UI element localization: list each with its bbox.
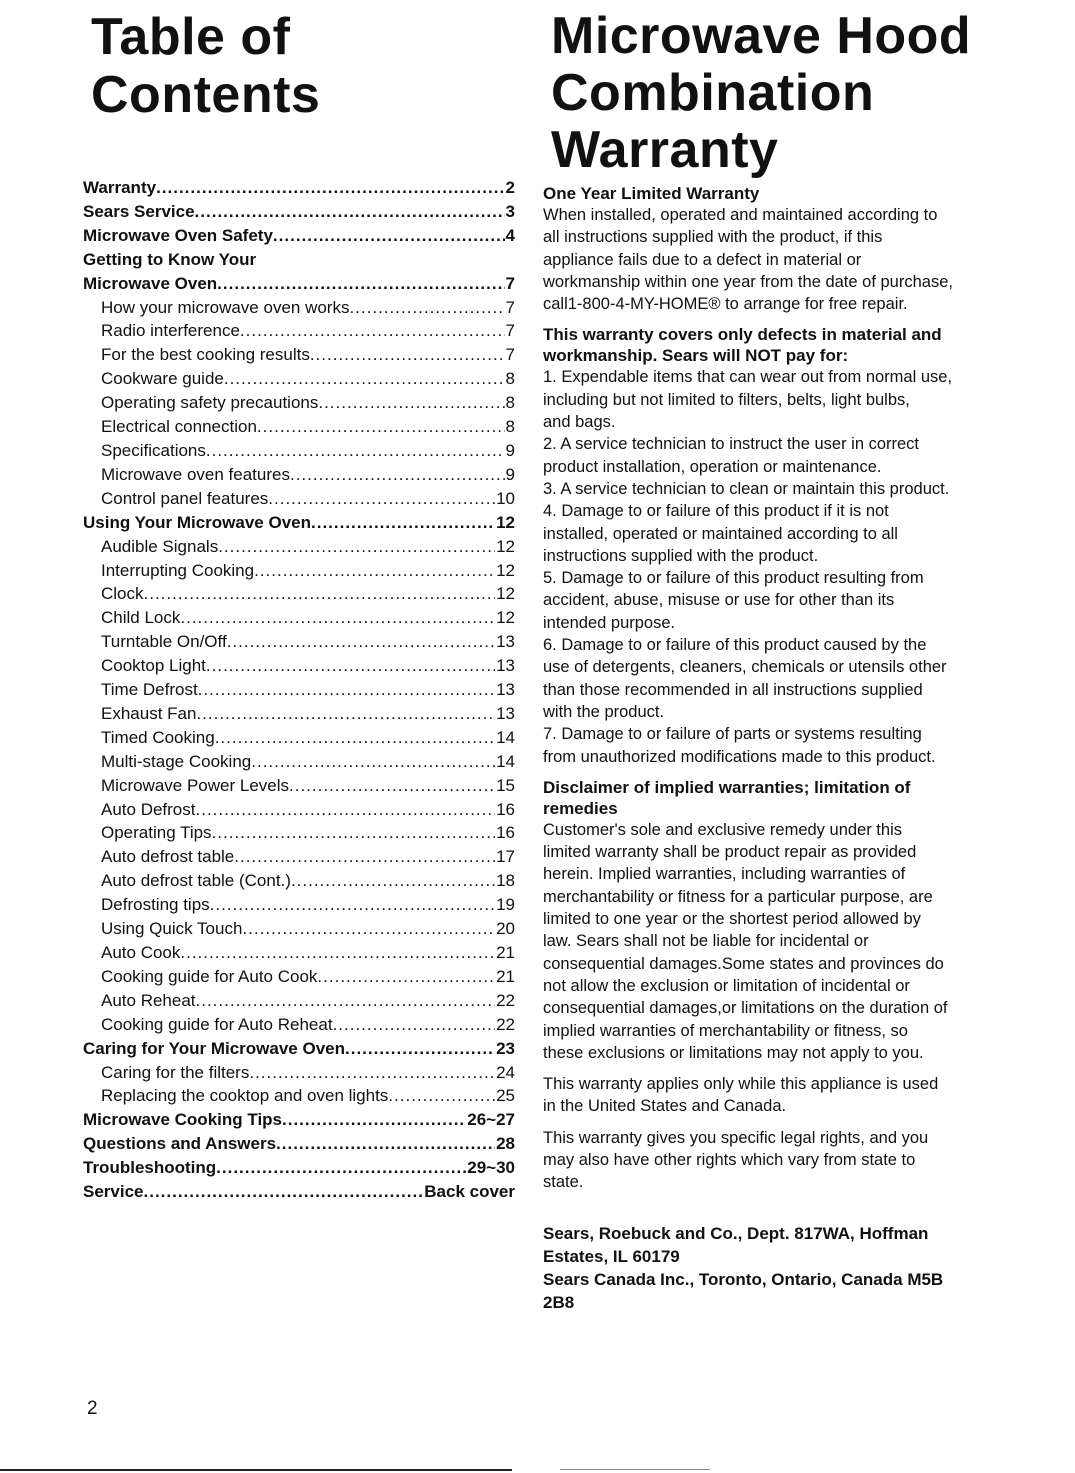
text-line: 2B8 — [543, 1292, 575, 1312]
bottom-rule — [0, 1469, 512, 1471]
text-line: Customer's sole and exclusive remedy under this — [543, 820, 902, 839]
toc-entry-label: Auto Defrost — [101, 799, 196, 819]
text-line: appliance fails due to a defect in material or — [543, 250, 862, 269]
toc-entry — [83, 678, 515, 702]
toc-leader-dots — [206, 439, 505, 463]
toc-entry-label: Audible Signals — [101, 536, 219, 556]
toc-entry-page: 24 — [496, 1062, 515, 1082]
toc-leader-dots — [218, 535, 495, 559]
text-line: use of detergents, cleaners, chemicals or utensils other — [543, 658, 947, 677]
toc-leader-dots — [388, 1084, 495, 1108]
text-line: This warranty covers only defects in material and — [543, 325, 942, 345]
toc-leader-dots — [254, 559, 495, 583]
toc-entry-label: Child Lock — [101, 608, 181, 628]
text-line: not allow the exclusion or limitation of incidental or — [543, 976, 910, 995]
toc-entry-page: 12 — [496, 608, 515, 628]
toc-entry — [83, 1180, 515, 1204]
toc-entry — [83, 439, 515, 463]
warranty-title-line: Microwave Hood — [551, 7, 972, 65]
toc-entry — [83, 582, 515, 606]
toc-leader-dots — [156, 176, 504, 200]
limited-warranty-heading: One Year Limited Warranty — [543, 184, 760, 203]
toc-entry-label: Auto Reheat — [101, 990, 196, 1010]
toc-leader-dots — [318, 391, 504, 415]
toc-entry — [83, 821, 515, 845]
toc-leader-dots — [180, 606, 495, 630]
toc-entry-page: 13 — [496, 680, 515, 700]
toc-entry-page: 8 — [505, 393, 515, 413]
toc-entry — [83, 511, 515, 535]
toc-leader-dots — [234, 845, 495, 869]
toc-entry-page: 16 — [496, 799, 515, 819]
toc-entry — [83, 319, 515, 343]
text-line: 5. Damage to or failure of this product resulting from — [543, 569, 924, 588]
toc-leader-dots — [144, 1180, 424, 1204]
toc-entry-label: Cooking guide for Auto Cook — [101, 966, 318, 986]
toc-entry-label: Service — [83, 1182, 144, 1202]
warranty-title — [551, 8, 1043, 179]
toc-entry-page: 20 — [496, 919, 515, 939]
bottom-rule-faint — [560, 1469, 710, 1470]
toc-entry-page: 13 — [496, 656, 515, 676]
toc-entry-page: 22 — [496, 1014, 515, 1034]
toc-entry-page: 14 — [496, 727, 515, 747]
covers-list — [543, 366, 1043, 767]
toc-entry — [83, 774, 515, 798]
table-of-contents — [83, 8, 515, 1204]
toc-entry-page: 21 — [496, 966, 515, 986]
warranty-title-line: Warranty — [551, 121, 779, 179]
toc-entry — [83, 272, 515, 296]
toc-entry-label: Microwave Oven — [83, 273, 218, 293]
toc-entry — [83, 1156, 515, 1180]
text-line: 7. Damage to or failure of parts or systems resulting — [543, 725, 922, 744]
toc-leader-dots — [196, 798, 496, 822]
applies-text — [543, 1073, 1043, 1118]
toc-entry-page: 25 — [496, 1086, 515, 1106]
toc-entry-page: 2 — [505, 178, 515, 197]
toc-entry-label: Microwave Cooking Tips — [83, 1110, 283, 1130]
toc-entry — [83, 248, 515, 272]
toc-entry-page: 18 — [496, 871, 515, 891]
toc-list — [83, 176, 515, 1204]
text-line: merchantability or fitness for a particular purpose, are — [543, 887, 933, 906]
text-line: call1-800-4-MY-HOME® to arrange for free repair. — [543, 295, 908, 314]
text-line: consequential damages,or limitations on the duration of — [543, 999, 948, 1018]
toc-entry — [83, 941, 515, 965]
toc-leader-dots — [268, 487, 495, 511]
toc-entry-label: Time Defrost — [101, 680, 198, 700]
toc-leader-dots — [249, 1061, 495, 1085]
toc-entry-page: 9 — [505, 464, 515, 484]
text-line: This warranty applies only while this appliance is used — [543, 1075, 939, 1094]
warranty-section — [543, 8, 1043, 1314]
toc-entry-page: 19 — [496, 895, 515, 915]
rights-text — [543, 1127, 1043, 1194]
toc-entry-label: Cooking guide for Auto Reheat — [101, 1014, 333, 1034]
toc-entry-label: For the best cooking results — [101, 345, 310, 365]
text-line: from unauthorized modifications made to this product. — [543, 747, 936, 766]
toc-leader-dots — [210, 893, 495, 917]
toc-leader-dots — [196, 989, 496, 1013]
text-line: workmanship within one year from the date of purchase, — [543, 272, 953, 291]
toc-entry-page: 9 — [505, 440, 515, 460]
toc-leader-dots — [215, 726, 495, 750]
toc-entry-label: Turntable On/Off — [101, 632, 227, 652]
toc-entry — [83, 391, 515, 415]
toc-entry-page: 28 — [496, 1134, 515, 1154]
toc-entry-page: 21 — [496, 943, 515, 962]
text-line: implied warranties of merchantability or fitness, so — [543, 1021, 908, 1040]
toc-entry-page: 26~27 — [467, 1110, 515, 1130]
text-line: including but not limited to filters, belts, light bulbs, — [543, 390, 910, 409]
toc-leader-dots — [289, 774, 495, 798]
toc-entry — [83, 176, 515, 200]
toc-entry-label: Getting to Know Your — [83, 249, 257, 269]
toc-entry-page: 12 — [496, 560, 515, 580]
toc-entry-page: 8 — [505, 369, 515, 389]
toc-entry-page: 10 — [496, 488, 515, 508]
toc-entry-label: Auto defrost table (Cont.) — [101, 871, 291, 891]
text-line: workmanship. Sears will NOT pay for: — [543, 346, 849, 366]
toc-entry-label: Operating safety precautions — [101, 393, 319, 413]
text-line: in the United States and Canada. — [543, 1097, 787, 1116]
toc-entry — [83, 200, 515, 224]
text-line: law. Sears shall not be liable for incidental or — [543, 932, 869, 951]
toc-leader-dots — [276, 1132, 495, 1156]
toc-entry-page: 8 — [505, 417, 515, 437]
toc-entry-label: Radio interference — [101, 321, 240, 341]
page-number: 2 — [87, 1398, 98, 1419]
text-line: Estates, IL 60179 — [543, 1246, 680, 1266]
toc-entry-label: Auto defrost table — [101, 847, 235, 867]
toc-leader-dots — [196, 702, 495, 726]
toc-entry-label: Interrupting Cooking — [101, 560, 255, 580]
toc-entry — [83, 630, 515, 654]
text-line: intended purpose. — [543, 613, 676, 632]
toc-entry-label: Electrical connection — [101, 417, 257, 437]
toc-entry — [83, 343, 515, 367]
toc-entry-page: 12 — [496, 536, 515, 556]
covers-heading — [543, 324, 1043, 366]
toc-leader-dots — [206, 654, 495, 678]
toc-leader-dots — [217, 272, 504, 296]
toc-leader-dots — [317, 965, 495, 989]
toc-entry — [83, 726, 515, 750]
toc-leader-dots — [216, 1156, 466, 1180]
toc-leader-dots — [291, 869, 495, 893]
toc-entry-page: 7 — [505, 297, 515, 317]
toc-entry — [83, 1084, 515, 1108]
toc-entry-page: 16 — [496, 823, 515, 843]
toc-entry-label: Caring for Your Microwave Oven — [83, 1038, 345, 1058]
toc-entry-label: Multi-stage Cooking — [101, 751, 252, 771]
warranty-title-line: Combination — [551, 64, 875, 122]
toc-entry-label: Operating Tips — [101, 823, 212, 843]
toc-leader-dots — [349, 296, 504, 320]
toc-entry-label: How your microwave oven works — [101, 297, 350, 317]
text-line: Disclaimer of implied warranties; limitation of — [543, 777, 911, 797]
toc-entry — [83, 367, 515, 391]
toc-entry — [83, 1037, 515, 1061]
toc-entry-label: Caring for the filters — [101, 1062, 250, 1082]
toc-entry-label: Troubleshooting — [83, 1158, 217, 1178]
toc-entry-label: Clock — [101, 584, 144, 604]
toc-leader-dots — [251, 750, 495, 774]
toc-title — [91, 8, 515, 124]
toc-entry-label: Microwave Oven Safety — [83, 225, 273, 245]
toc-entry-page: 7 — [505, 273, 515, 293]
toc-entry — [83, 654, 515, 678]
text-line: When installed, operated and maintained according to — [543, 206, 938, 224]
toc-entry-page: 7 — [505, 321, 515, 341]
toc-leader-dots — [195, 200, 505, 224]
toc-entry-page: 13 — [496, 703, 515, 723]
toc-title-line: Contents — [91, 66, 321, 124]
toc-entry — [83, 1132, 515, 1156]
toc-entry — [83, 1108, 515, 1132]
text-line: product installation, operation or maintenance. — [543, 457, 882, 476]
toc-leader-dots — [240, 319, 505, 343]
toc-entry-label: Microwave Power Levels — [101, 775, 290, 795]
toc-entry-label: Microwave oven features — [101, 464, 290, 484]
toc-entry — [83, 296, 515, 320]
toc-leader-dots — [273, 224, 505, 248]
toc-entry-page: 22 — [496, 990, 515, 1010]
toc-entry — [83, 463, 515, 487]
toc-leader-dots — [310, 343, 505, 367]
disclaimer-heading — [543, 777, 1043, 819]
toc-entry — [83, 535, 515, 559]
toc-entry — [83, 559, 515, 583]
toc-entry-page: 7 — [505, 345, 515, 365]
text-line: 2. A service technician to instruct the user in correct — [543, 435, 920, 454]
toc-leader-dots — [311, 511, 495, 535]
toc-leader-dots — [224, 367, 505, 391]
text-line: 1. Expendable items that can wear out from normal use, — [543, 368, 953, 387]
toc-entry-page: 12 — [496, 584, 515, 604]
toc-leader-dots — [290, 463, 505, 487]
toc-leader-dots — [282, 1108, 466, 1132]
text-line: than those recommended in all instructions supplied — [543, 680, 923, 699]
text-line: installed, operated or maintained according to all — [543, 524, 898, 543]
text-line: remedies — [543, 798, 618, 818]
toc-entry — [83, 415, 515, 439]
toc-entry — [83, 893, 515, 917]
text-line: accident, abuse, misuse or use for other than its — [543, 591, 895, 610]
toc-entry — [83, 869, 515, 893]
toc-leader-dots — [242, 917, 495, 941]
toc-leader-dots — [345, 1037, 495, 1061]
toc-entry — [83, 750, 515, 774]
toc-entry-label: Timed Cooking — [101, 727, 215, 747]
toc-entry-label: Questions and Answers — [83, 1134, 277, 1154]
toc-leader-dots — [198, 678, 495, 702]
text-line: limited warranty shall be product repair as provided — [543, 843, 917, 862]
text-line: This warranty gives you specific legal rights, and you — [543, 1128, 929, 1147]
text-line: herein. Implied warranties, including warranties of — [543, 865, 906, 884]
text-line: 6. Damage to or failure of this product caused by the — [543, 636, 927, 655]
limited-warranty-text — [543, 204, 1043, 315]
text-line: these exclusions or limitations may not apply to you. — [543, 1043, 924, 1062]
toc-entry-label: Cooktop Light — [101, 656, 206, 676]
toc-entry — [83, 845, 515, 869]
toc-entry — [83, 702, 515, 726]
toc-entry — [83, 965, 515, 989]
toc-entry — [83, 1013, 515, 1037]
text-line: and bags. — [543, 413, 616, 432]
toc-entry-label: Replacing the cooktop and oven lights — [101, 1086, 389, 1106]
toc-entry-label: Sears Service — [83, 201, 195, 221]
text-line: state. — [543, 1173, 584, 1192]
toc-leader-dots — [257, 415, 505, 439]
text-line: may also have other rights which vary from state to — [543, 1150, 916, 1169]
toc-entry-page: 15 — [496, 775, 515, 795]
toc-entry — [83, 1061, 515, 1085]
toc-entry — [83, 917, 515, 941]
text-line: 4. Damage to or failure of this product if it is not — [543, 502, 889, 521]
toc-entry-label: Exhaust Fan — [101, 703, 197, 723]
text-line: Sears, Roebuck and Co., Dept. 817WA, Hoffman — [543, 1223, 929, 1243]
toc-entry-page: 23 — [496, 1038, 515, 1058]
toc-entry-page: 29~30 — [467, 1158, 515, 1178]
toc-entry-page: 13 — [496, 632, 515, 652]
toc-leader-dots — [227, 630, 495, 654]
toc-entry-page: 12 — [496, 512, 515, 532]
toc-entry-page: 4 — [505, 225, 515, 245]
toc-entry-label: Defrosting tips — [101, 895, 210, 915]
toc-entry-label: Warranty — [83, 178, 157, 197]
toc-title-line: Table of — [91, 8, 291, 66]
text-line: all instructions supplied with the product, if this — [543, 228, 883, 247]
text-line: 3. A service technician to clean or maintain this product. — [543, 479, 950, 498]
toc-leader-dots — [212, 821, 496, 845]
toc-entry-page: 17 — [496, 847, 515, 867]
toc-leader-dots — [333, 1013, 496, 1037]
toc-entry-page: 3 — [505, 201, 515, 221]
toc-entry-label: Specifications — [101, 440, 206, 460]
text-line: with the product. — [543, 702, 665, 721]
text-line: consequential damages.Some states and provinces do — [543, 954, 944, 973]
toc-entry-label: Cookware guide — [101, 369, 224, 389]
toc-entry — [83, 798, 515, 822]
text-line: instructions supplied with the product. — [543, 546, 819, 565]
toc-entry — [83, 487, 515, 511]
sears-address — [543, 1222, 1043, 1314]
toc-entry — [83, 606, 515, 630]
toc-entry-label: Using Your Microwave Oven — [83, 512, 311, 532]
toc-entry — [83, 224, 515, 248]
toc-leader-dots — [180, 941, 495, 965]
text-line: limited to one year or the shortest period allowed by — [543, 910, 921, 929]
toc-entry-label: Control panel features — [101, 488, 269, 508]
toc-entry — [83, 989, 515, 1013]
toc-entry-label: Auto Cook — [101, 943, 181, 962]
text-line: Sears Canada Inc., Toronto, Ontario, Canada M5B — [543, 1269, 944, 1289]
disclaimer-text — [543, 819, 1043, 1064]
toc-entry-label: Using Quick Touch — [101, 919, 243, 939]
toc-leader-dots — [144, 582, 496, 606]
toc-entry-page: 14 — [496, 751, 515, 771]
toc-entry-page: Back cover — [424, 1182, 515, 1202]
